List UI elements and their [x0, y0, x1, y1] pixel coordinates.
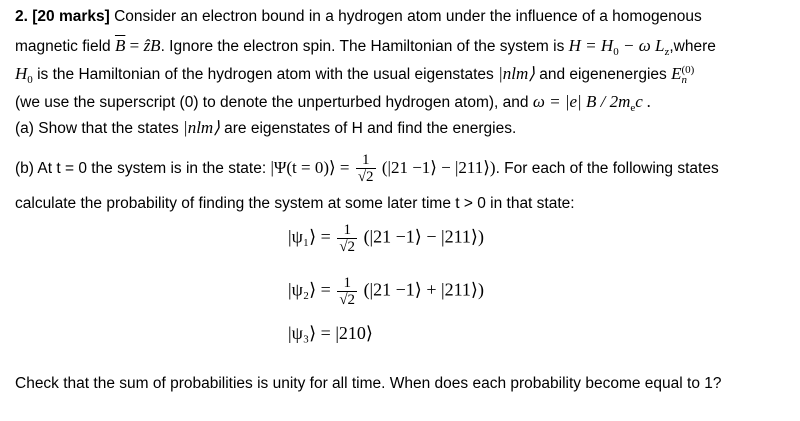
- psi2-denominator: √2: [339, 292, 356, 308]
- psi2-fraction: [337, 275, 357, 308]
- energy-superscript: (0): [681, 63, 695, 76]
- part-b-text-2: . For each of the following states: [495, 160, 719, 177]
- problem-header-line: [15, 7, 702, 27]
- psi1-fraction: [337, 222, 357, 255]
- problem-intro-text: Consider an electron bound in a hydrogen atom under the influence of a homogenous: [114, 8, 702, 25]
- initial-state-right: (|21 −1⟩ − |211⟩): [381, 158, 496, 177]
- fraction-denominator: √2: [357, 169, 374, 186]
- nlm-ket: |nlm⟩: [498, 64, 535, 83]
- part-a-ket: |nlm⟩: [183, 118, 220, 137]
- omega-lz-expr: − ω L: [623, 36, 665, 55]
- where-text: ,where: [669, 38, 716, 55]
- speed-of-light: c .: [635, 92, 652, 111]
- one-over-root2-fraction: [356, 152, 376, 185]
- energy-subscript: n: [681, 73, 687, 86]
- part-b-text-3: calculate the probability of finding the system at some later time t > 0 in that state:: [15, 195, 575, 212]
- closing-line: [15, 374, 722, 394]
- problem-number: 2.: [15, 8, 28, 25]
- ignore-spin-text: . Ignore the electron spin. The Hamiltonian of the system is: [160, 38, 565, 55]
- h0-description-line: [15, 64, 694, 90]
- superscript-note: (we use the superscript (0) to denote the unperturbed hydrogen atom), and: [15, 94, 529, 111]
- closing-text: Check that the sum of probabilities is unity for all time. When does each probability become equal to 1?: [15, 375, 722, 392]
- part-b: [15, 150, 719, 187]
- psi2-equation: [288, 275, 484, 308]
- psi2-right: (|21 −1⟩ + |211⟩): [363, 279, 484, 300]
- energy-symbol: E: [671, 64, 682, 83]
- h0-description: is the Hamiltonian of the hydrogen atom with the usual eigenstates: [37, 66, 494, 83]
- psi1-equation: [288, 222, 484, 255]
- part-a-text-2: are eigenstates of H and find the energies.: [224, 120, 517, 137]
- part-a: [15, 118, 516, 139]
- electron-mass-subscript: e: [630, 102, 636, 114]
- initial-state-left: |Ψ(t = 0)⟩ =: [270, 158, 350, 177]
- problem-marks: [20 marks]: [32, 8, 110, 25]
- b-vector: $\overline{B}$: [114, 36, 126, 55]
- psi1-numerator: 1: [337, 222, 357, 239]
- magnetic-field-text: magnetic field: [15, 38, 111, 55]
- part-b-instruction: [15, 194, 575, 214]
- psi3-expr: |ψ₃⟩ = |210⟩: [288, 323, 373, 343]
- subscript-z: z: [664, 46, 670, 58]
- fraction-numerator: 1: [356, 152, 376, 169]
- psi2-numerator: 1: [337, 275, 357, 292]
- part-a-text-1: (a) Show that the states: [15, 120, 179, 137]
- hamiltonian-expr: H = H: [568, 36, 614, 55]
- psi2-left: |ψ₂⟩ =: [288, 279, 331, 300]
- psi3-equation: [288, 323, 373, 344]
- h0-subscript: 0: [27, 74, 33, 86]
- omega-definition: ω = |e| B / 2m: [532, 92, 631, 111]
- psi1-left: |ψ₁⟩ =: [288, 226, 331, 247]
- subscript-zero: 0: [613, 46, 619, 58]
- equals-sign: =: [129, 36, 140, 55]
- psi1-denominator: √2: [339, 239, 356, 255]
- eigenenergies-text: and eigenenergies: [539, 66, 667, 83]
- psi1-right: (|21 −1⟩ − |211⟩): [363, 226, 484, 247]
- h0-symbol: H: [15, 64, 28, 83]
- omega-definition-line: [15, 92, 651, 118]
- zhat-b: ẑB: [143, 36, 161, 55]
- part-b-text-1: (b) At t = 0 the system is in the state:: [15, 160, 267, 177]
- hamiltonian-line: [15, 36, 716, 62]
